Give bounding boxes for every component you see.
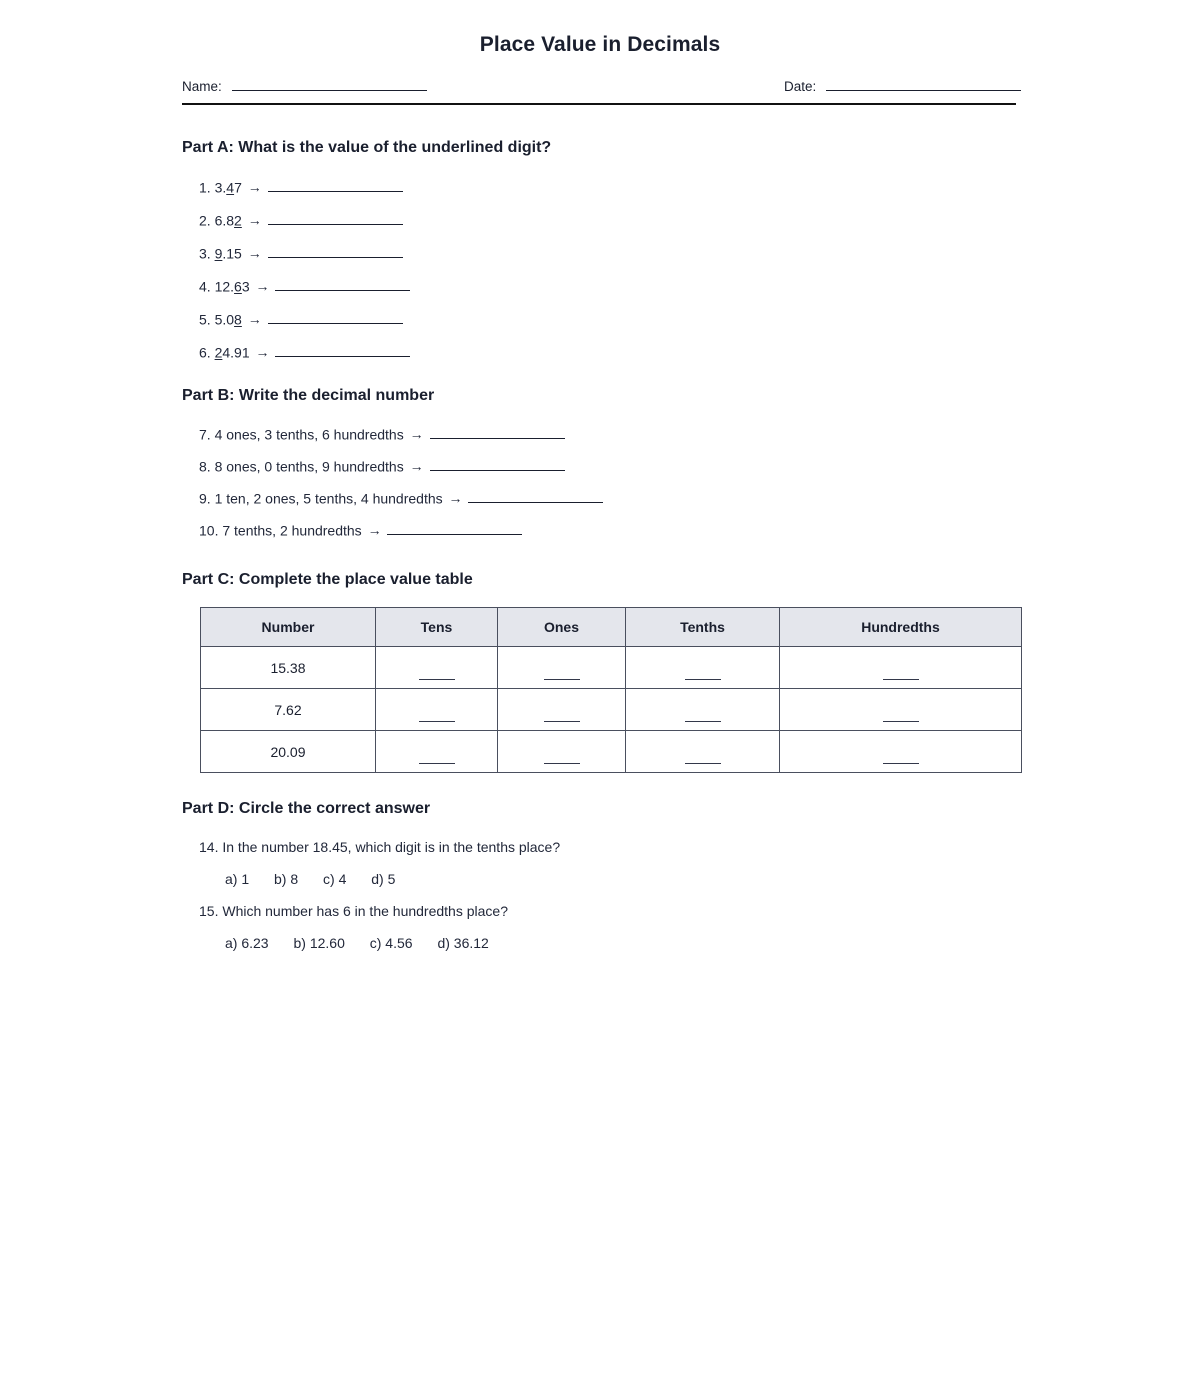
cell-ones[interactable] xyxy=(498,647,626,689)
item-number: 8. xyxy=(199,458,211,475)
option-d[interactable]: d) 36.12 xyxy=(437,935,489,951)
table-header-row xyxy=(201,608,1022,647)
answer-blank[interactable] xyxy=(268,246,403,258)
cell-hundredths[interactable] xyxy=(780,689,1022,731)
cell-blank[interactable] xyxy=(544,752,580,764)
answer-blank[interactable] xyxy=(468,491,603,503)
part-d-question-14 xyxy=(199,840,560,854)
date-label: Date: xyxy=(784,79,817,95)
cell-tens[interactable] xyxy=(376,647,498,689)
item-number: 10. xyxy=(199,522,219,539)
item-text: Which number has 6 in the hundredths place? xyxy=(222,903,508,919)
answer-blank[interactable] xyxy=(430,459,565,471)
item-number: 7. xyxy=(199,426,211,443)
column-header-tenths: Tenths xyxy=(626,608,780,647)
arrow-icon: → xyxy=(255,278,270,295)
part-c-heading: Part C: Complete the place value table xyxy=(182,571,473,588)
cell-number: 7.62 xyxy=(201,689,376,731)
option-c[interactable]: c) 4 xyxy=(323,871,347,887)
part-d-heading: Part D: Circle the correct answer xyxy=(182,800,431,817)
part-a-heading: Part A: What is the value of the underlined digit? xyxy=(182,139,552,156)
part-a-item-3 xyxy=(199,246,403,260)
name-date-row xyxy=(182,79,1016,99)
answer-blank[interactable] xyxy=(430,427,565,439)
item-underlined-digit: 4 xyxy=(226,179,235,196)
part-d-options-15 xyxy=(199,936,489,950)
name-field-group xyxy=(182,79,427,94)
part-b-item-8 xyxy=(199,459,565,473)
item-text: 8 ones, 0 tenths, 9 hundredths xyxy=(214,458,404,475)
cell-hundredths[interactable] xyxy=(780,647,1022,689)
item-underlined-digit: 2 xyxy=(214,344,223,361)
cell-ones[interactable] xyxy=(498,731,626,773)
cell-blank[interactable] xyxy=(685,668,721,680)
arrow-icon: → xyxy=(367,522,382,539)
cell-number: 20.09 xyxy=(201,731,376,773)
item-post: .15 xyxy=(222,245,242,262)
part-a-item-6 xyxy=(199,345,410,359)
item-post: 7 xyxy=(234,179,242,196)
option-c[interactable]: c) 4.56 xyxy=(369,935,413,951)
item-number: 9. xyxy=(199,490,211,507)
cell-blank[interactable] xyxy=(883,668,919,680)
cell-tens[interactable] xyxy=(376,689,498,731)
part-a-item-5 xyxy=(199,312,403,326)
item-underlined-digit: 6 xyxy=(234,278,242,295)
part-d-question-15 xyxy=(199,904,508,918)
arrow-icon: → xyxy=(409,426,424,443)
item-post: 3 xyxy=(241,278,250,295)
item-number: 2. xyxy=(199,212,211,229)
item-number: 6. xyxy=(199,344,211,361)
cell-blank[interactable] xyxy=(883,752,919,764)
item-pre: 5.0 xyxy=(214,311,235,328)
column-header-tens: Tens xyxy=(376,608,498,647)
item-pre: 3. xyxy=(214,179,227,196)
cell-hundredths[interactable] xyxy=(780,731,1022,773)
cell-tenths[interactable] xyxy=(626,647,780,689)
cell-number: 15.38 xyxy=(201,647,376,689)
option-b[interactable]: b) 8 xyxy=(274,871,299,887)
arrow-icon: → xyxy=(409,458,424,475)
item-post: 4.91 xyxy=(222,344,250,361)
item-number: 15. xyxy=(199,903,219,919)
part-a-item-2 xyxy=(199,213,403,227)
column-header-ones: Ones xyxy=(498,608,626,647)
option-a[interactable]: a) 6.23 xyxy=(225,935,269,951)
place-value-table xyxy=(200,607,1022,773)
item-number: 1. xyxy=(199,179,211,196)
item-number: 5. xyxy=(199,311,211,328)
part-a-item-1 xyxy=(199,180,403,194)
part-b-item-10 xyxy=(199,523,522,537)
cell-tenths[interactable] xyxy=(626,731,780,773)
cell-blank[interactable] xyxy=(685,752,721,764)
arrow-icon: → xyxy=(448,490,463,507)
table-row xyxy=(201,689,1022,731)
column-header-number: Number xyxy=(201,608,376,647)
arrow-icon: → xyxy=(247,245,262,262)
name-label: Name: xyxy=(182,79,222,95)
answer-blank[interactable] xyxy=(268,180,403,192)
item-underlined-digit: 2 xyxy=(234,212,242,229)
arrow-icon: → xyxy=(247,212,262,229)
arrow-icon: → xyxy=(247,311,262,328)
cell-tens[interactable] xyxy=(376,731,498,773)
answer-blank[interactable] xyxy=(268,213,403,225)
answer-blank[interactable] xyxy=(387,523,522,535)
part-b-item-9 xyxy=(199,491,603,505)
option-b[interactable]: b) 12.60 xyxy=(293,935,345,951)
date-input-blank[interactable] xyxy=(826,79,1021,91)
cell-blank[interactable] xyxy=(419,752,455,764)
column-header-hundredths: Hundredths xyxy=(780,608,1022,647)
item-text: 4 ones, 3 tenths, 6 hundredths xyxy=(214,426,404,443)
cell-blank[interactable] xyxy=(685,710,721,722)
cell-blank[interactable] xyxy=(544,668,580,680)
header-divider xyxy=(182,103,1016,105)
cell-blank[interactable] xyxy=(419,668,455,680)
arrow-icon: → xyxy=(255,344,270,361)
item-text: In the number 18.45, which digit is in the tenths place? xyxy=(222,839,561,855)
item-text: 7 tenths, 2 hundredths xyxy=(222,522,362,539)
answer-blank[interactable] xyxy=(275,345,410,357)
part-a-item-4 xyxy=(199,279,410,293)
cell-ones[interactable] xyxy=(498,689,626,731)
page-title: Place Value in Decimals xyxy=(479,33,721,56)
part-b-item-7 xyxy=(199,427,565,441)
item-underlined-digit: 8 xyxy=(234,311,242,328)
item-number: 3. xyxy=(199,245,211,262)
item-text: 1 ten, 2 ones, 5 tenths, 4 hundredths xyxy=(214,490,443,507)
arrow-icon: → xyxy=(247,179,262,196)
option-a[interactable]: a) 1 xyxy=(225,871,250,887)
cell-blank[interactable] xyxy=(883,710,919,722)
name-input-blank[interactable] xyxy=(232,79,427,91)
table-row xyxy=(201,731,1022,773)
answer-blank[interactable] xyxy=(268,312,403,324)
answer-blank[interactable] xyxy=(275,279,410,291)
part-d-options-14 xyxy=(199,872,395,886)
item-pre: 6.8 xyxy=(214,212,235,229)
cell-tenths[interactable] xyxy=(626,689,780,731)
item-underlined-digit: 9 xyxy=(214,245,223,262)
cell-blank[interactable] xyxy=(544,710,580,722)
item-number: 4. xyxy=(199,278,211,295)
part-b-heading: Part B: Write the decimal number xyxy=(182,387,435,404)
date-field-group xyxy=(784,79,1021,94)
table-row xyxy=(201,647,1022,689)
option-d[interactable]: d) 5 xyxy=(371,871,396,887)
item-number: 14. xyxy=(199,839,219,855)
cell-blank[interactable] xyxy=(419,710,455,722)
item-pre: 12. xyxy=(214,278,235,295)
